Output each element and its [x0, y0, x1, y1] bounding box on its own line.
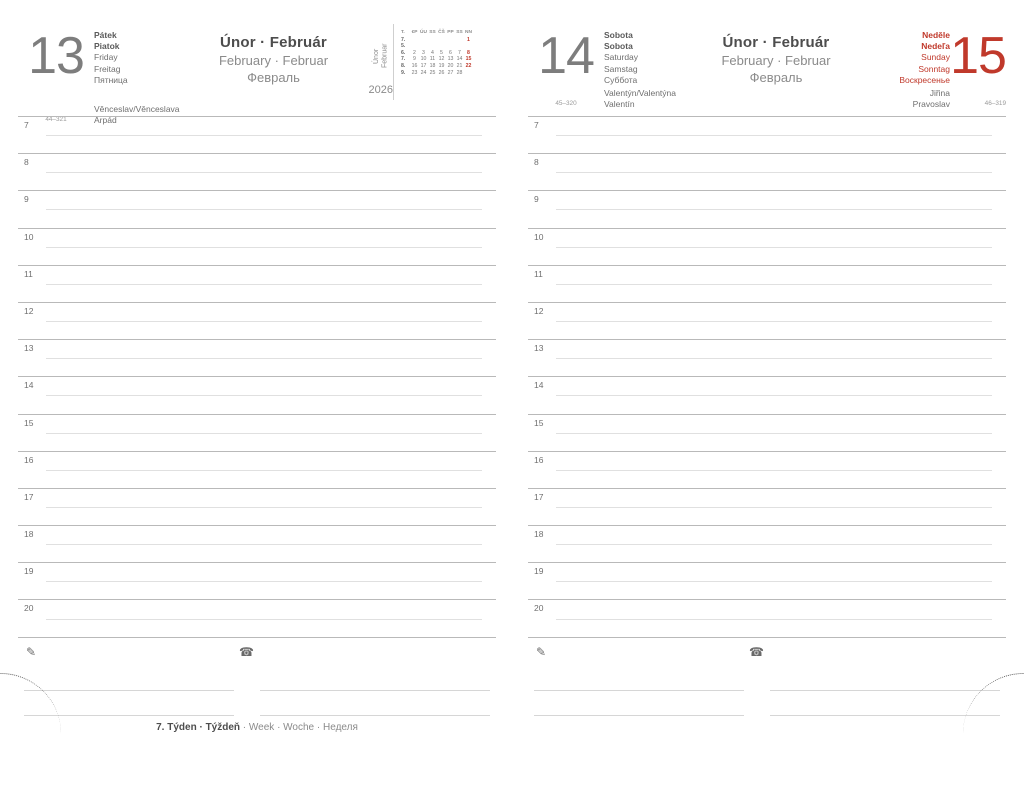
mini-calendar-day[interactable]: 22 [465, 62, 472, 69]
notes-area-right[interactable] [528, 666, 1006, 716]
mini-calendar-day[interactable]: 14 [456, 56, 463, 63]
month-line-3: Февраль [247, 70, 300, 85]
pencil-icon: ✎ [26, 644, 37, 659]
note-line-right[interactable] [770, 691, 1000, 716]
hour-label: 20 [24, 603, 34, 614]
day-name-sun-sk: Nedeľa [921, 41, 950, 52]
right-page-header [528, 18, 1006, 116]
hour-label: 13 [24, 343, 34, 354]
hour-row-15[interactable] [528, 414, 1006, 451]
footer-left [18, 716, 496, 733]
mini-calendar-day[interactable]: 25 [429, 69, 436, 76]
name-days-saturday [604, 88, 850, 110]
day-number-13: 13 [28, 27, 84, 85]
half-hour-rule [556, 247, 992, 248]
day-number-14: 14 [538, 27, 594, 85]
hour-label: 19 [24, 566, 34, 577]
note-line-row[interactable] [528, 666, 1006, 691]
mini-calendar-day[interactable]: 9 [413, 56, 416, 63]
notes-header-right [528, 637, 1006, 666]
mini-calendar-day[interactable] [455, 37, 464, 44]
day-name-sat-en: Saturday [604, 52, 639, 63]
mini-calendar-day[interactable]: 27 [447, 69, 454, 76]
mini-calendar-day[interactable]: 8 [467, 49, 470, 56]
notes-header-left [18, 637, 496, 666]
half-hour-rule [556, 619, 992, 620]
day-name-sat-cs: Sobota [604, 30, 633, 40]
note-line-left[interactable] [24, 666, 234, 691]
hour-grid-left [18, 116, 496, 637]
hour-row-9[interactable] [18, 190, 496, 227]
mini-calendar-day[interactable]: 15 [465, 56, 472, 63]
mini-calendar-day[interactable] [437, 43, 446, 50]
hour-grid-right [528, 116, 1006, 637]
day-number-15: 15 [950, 27, 1006, 85]
hour-label: 10 [24, 231, 34, 242]
mini-calendar-day[interactable] [428, 43, 437, 50]
vertical-month-label: Únor Februar [373, 43, 389, 69]
hour-row-11[interactable] [18, 265, 496, 302]
hour-label: 16 [24, 454, 34, 465]
note-line-row[interactable] [18, 666, 496, 691]
half-hour-rule [46, 172, 482, 173]
day-name-sun-en: Sunday [921, 52, 950, 63]
mini-calendar-weekday: SS [456, 30, 463, 35]
day-name-sun-de: Sonntag [918, 63, 950, 74]
name-day-sat-line-1: Valentýn/Valentýna [604, 88, 676, 99]
mini-calendar-day[interactable] [419, 37, 428, 44]
hour-row-11[interactable] [528, 265, 1006, 302]
month-line-3-right: Февраль [749, 70, 803, 85]
phone-icon: ☎ [749, 644, 764, 659]
hour-row-19[interactable] [528, 562, 1006, 599]
half-hour-rule [46, 544, 482, 545]
mini-calendar-day[interactable] [464, 43, 473, 50]
mini-calendar-day[interactable]: 17 [420, 62, 427, 69]
mini-calendar-header-row [400, 30, 473, 37]
mini-calendar-day[interactable] [446, 43, 455, 50]
half-hour-rule [46, 470, 482, 471]
half-hour-rule [556, 470, 992, 471]
mini-calendar-week-number: 5. [401, 43, 406, 50]
day-name-sun-ru: Воскресенье [899, 74, 950, 85]
mini-calendar-day[interactable]: 20 [447, 62, 454, 69]
hour-label: 14 [24, 380, 34, 391]
half-hour-rule [556, 358, 992, 359]
mini-calendar-day[interactable]: 21 [456, 62, 463, 69]
day-name-sat-sk: Sobota [604, 41, 633, 52]
hour-label: 12 [534, 305, 544, 316]
year-label: 2026 [368, 84, 393, 96]
day-names-block-left [94, 18, 180, 86]
half-hour-rule [46, 619, 482, 620]
hour-row-14[interactable] [18, 376, 496, 413]
mini-calendar [394, 18, 496, 76]
mini-calendar-day[interactable]: 28 [456, 69, 463, 76]
notes-area-left[interactable] [18, 666, 496, 716]
mini-calendar-day[interactable]: 24 [420, 69, 427, 76]
hour-label: 14 [534, 380, 544, 391]
mini-calendar-day[interactable]: 13 [447, 56, 454, 63]
hour-row-13[interactable] [528, 339, 1006, 376]
hour-row-18[interactable] [528, 525, 1006, 562]
mini-calendar-day[interactable]: 10 [420, 56, 427, 63]
day-name-sat-de: Samstag [604, 63, 638, 74]
mini-calendar-week-row [400, 37, 473, 44]
mini-calendar-week-row [400, 63, 473, 70]
month-line-2: February · Februar [218, 53, 329, 68]
note-line-row[interactable] [18, 691, 496, 716]
day-names-block-saturday [604, 18, 690, 86]
hour-row-7[interactable] [528, 116, 1006, 153]
note-line-left[interactable] [534, 666, 744, 691]
hour-label: 12 [24, 305, 34, 316]
half-hour-rule [556, 321, 992, 322]
hour-row-18[interactable] [18, 525, 496, 562]
day-code-sunday: 46–319 [984, 100, 1006, 108]
mini-calendar-day[interactable]: 19 [438, 62, 445, 69]
mini-calendar-week-row [400, 43, 473, 50]
month-block-right [690, 18, 862, 85]
mini-calendar-weekday: T. [401, 30, 405, 35]
day-name-sk: Piatok [94, 41, 120, 52]
mini-calendar-day[interactable]: 23 [411, 69, 418, 76]
half-hour-rule [46, 321, 482, 322]
note-line-right[interactable] [260, 666, 490, 691]
hour-row-8[interactable] [528, 153, 1006, 190]
half-hour-rule [46, 135, 482, 136]
note-line-right[interactable] [260, 691, 490, 716]
mini-calendar-day[interactable]: 5 [440, 49, 443, 56]
mini-calendar-day[interactable]: 7 [458, 49, 461, 56]
day-name-sun-cs: Neděle [922, 30, 950, 40]
left-page-header [18, 18, 496, 125]
mini-calendar-week-number: 8. [401, 62, 406, 69]
mini-calendar-day[interactable] [464, 70, 473, 77]
mini-calendar-day[interactable] [428, 37, 437, 44]
month-line-2-right: February · Februar [721, 53, 831, 68]
mini-calendar-day[interactable] [437, 37, 446, 44]
phone-icon: ☎ [239, 644, 254, 659]
hour-row-9[interactable] [528, 190, 1006, 227]
hour-row-8[interactable] [18, 153, 496, 190]
half-hour-rule [556, 507, 992, 508]
half-hour-rule [46, 581, 482, 582]
half-hour-rule [556, 395, 992, 396]
mini-calendar-day[interactable]: 2 [413, 49, 416, 56]
mini-calendar-day[interactable]: 4 [431, 49, 434, 56]
mini-calendar-week-row [400, 70, 473, 77]
hour-row-15[interactable] [18, 414, 496, 451]
hour-label: 9 [534, 194, 539, 205]
half-hour-rule [46, 209, 482, 210]
mini-calendar-week-number: 7. [401, 36, 406, 43]
half-hour-rule [46, 247, 482, 248]
mini-calendar-weekday: NN [465, 30, 472, 35]
note-line-right[interactable] [770, 666, 1000, 691]
footer-week-words: · Week · Woche · Неделя [242, 721, 358, 733]
hour-label: 11 [24, 268, 33, 279]
name-day-sun-line-1: Jiřina [929, 88, 950, 99]
name-days-sunday [850, 88, 950, 110]
half-hour-rule [556, 544, 992, 545]
hour-label: 18 [24, 529, 34, 540]
hour-row-17[interactable] [18, 488, 496, 525]
day-name-de: Freitag [94, 63, 121, 74]
half-hour-rule [556, 172, 992, 173]
mini-calendar-weekday: PP [447, 30, 454, 35]
half-hour-rule [556, 209, 992, 210]
mini-calendar-week-number: 6. [401, 49, 406, 56]
mini-calendar-week-number: 7. [401, 56, 406, 63]
mini-calendar-week-number: 9. [401, 69, 406, 76]
mini-calendar-day[interactable]: 26 [438, 69, 445, 76]
hour-row-12[interactable] [528, 302, 1006, 339]
hour-label: 17 [24, 491, 34, 502]
day-name-ru: Пятница [94, 74, 128, 85]
left-page [0, 0, 512, 734]
day-name-cs: Pátek [94, 30, 117, 40]
name-day-line-2: Arpád [94, 115, 117, 125]
half-hour-rule [556, 135, 992, 136]
hour-row-17[interactable] [528, 488, 1006, 525]
day-name-en: Friday [94, 52, 118, 63]
hour-label: 16 [534, 454, 544, 465]
hour-label: 8 [534, 157, 539, 168]
mini-calendar-day[interactable] [446, 37, 455, 44]
half-hour-rule [556, 284, 992, 285]
hour-row-13[interactable] [18, 339, 496, 376]
mini-calendar-day[interactable]: 18 [429, 62, 436, 69]
hour-label: 15 [24, 417, 34, 428]
mini-calendar-day[interactable]: 1 [467, 36, 470, 43]
half-hour-rule [46, 284, 482, 285]
mini-calendar-day[interactable]: 16 [411, 62, 418, 69]
name-day-line-1: Věnceslav/Věnceslava [94, 104, 180, 114]
hour-row-10[interactable] [18, 228, 496, 265]
month-block-left [180, 18, 367, 85]
pencil-icon: ✎ [536, 644, 547, 659]
day-code-saturday: 45–320 [555, 100, 577, 108]
name-day-sat-line-2: Valentín [604, 99, 635, 110]
half-hour-rule [556, 433, 992, 434]
mini-calendar-week-row [400, 56, 473, 63]
mini-calendar-weekday: ČŠ [438, 30, 445, 35]
hour-row-7[interactable] [18, 116, 496, 153]
right-page [512, 0, 1024, 734]
hour-label: 11 [534, 268, 543, 279]
half-hour-rule [46, 358, 482, 359]
mini-calendar-weekday: ÚU [420, 30, 427, 35]
hour-label: 17 [534, 491, 544, 502]
hour-label: 13 [534, 343, 544, 354]
note-line-row[interactable] [528, 691, 1006, 716]
mini-calendar-day[interactable]: 11 [429, 56, 436, 63]
hour-label: 8 [24, 157, 29, 168]
mini-calendar-day[interactable]: 12 [438, 56, 445, 63]
hour-label: 20 [534, 603, 544, 614]
hour-row-14[interactable] [528, 376, 1006, 413]
hour-label: 19 [534, 566, 544, 577]
hour-label: 18 [534, 529, 544, 540]
hour-label: 7 [24, 120, 29, 130]
hour-label: 9 [24, 194, 29, 205]
mini-calendar-day[interactable] [419, 43, 428, 50]
mini-calendar-day[interactable]: 3 [422, 49, 425, 56]
hour-row-12[interactable] [18, 302, 496, 339]
month-line-1: Únor · Február [220, 34, 327, 51]
day-name-sat-ru: Суббота [604, 74, 638, 85]
half-hour-rule [46, 507, 482, 508]
hour-row-16[interactable] [18, 451, 496, 488]
mini-calendar-week-row [400, 50, 473, 57]
half-hour-rule [46, 433, 482, 434]
mini-calendar-day[interactable] [410, 37, 419, 44]
half-hour-rule [556, 581, 992, 582]
day-names-block-sunday [862, 18, 950, 86]
hour-row-10[interactable] [528, 228, 1006, 265]
mini-calendar-day[interactable] [410, 43, 419, 50]
mini-calendar-table [400, 30, 473, 76]
hour-row-16[interactable] [528, 451, 1006, 488]
note-line-left[interactable] [534, 691, 744, 716]
name-day-sun-line-2: Pravoslav [912, 99, 950, 110]
hour-label: 15 [534, 417, 544, 428]
hour-row-20[interactable] [18, 599, 496, 636]
hour-row-20[interactable] [528, 599, 1006, 636]
mini-calendar-day[interactable]: 6 [449, 49, 452, 56]
day-code-left: 44–321 [45, 116, 67, 123]
mini-calendar-weekday: SS [429, 30, 436, 35]
month-line-1-right: Únor · Február [722, 34, 830, 51]
hour-row-19[interactable] [18, 562, 496, 599]
hour-label: 10 [534, 231, 544, 242]
mini-calendar-day[interactable] [455, 43, 464, 50]
hour-label: 7 [534, 120, 539, 130]
footer-week-number: 7. Týden · Týždeň [156, 721, 241, 733]
mini-calendar-weekday: €P [411, 30, 418, 35]
half-hour-rule [46, 395, 482, 396]
